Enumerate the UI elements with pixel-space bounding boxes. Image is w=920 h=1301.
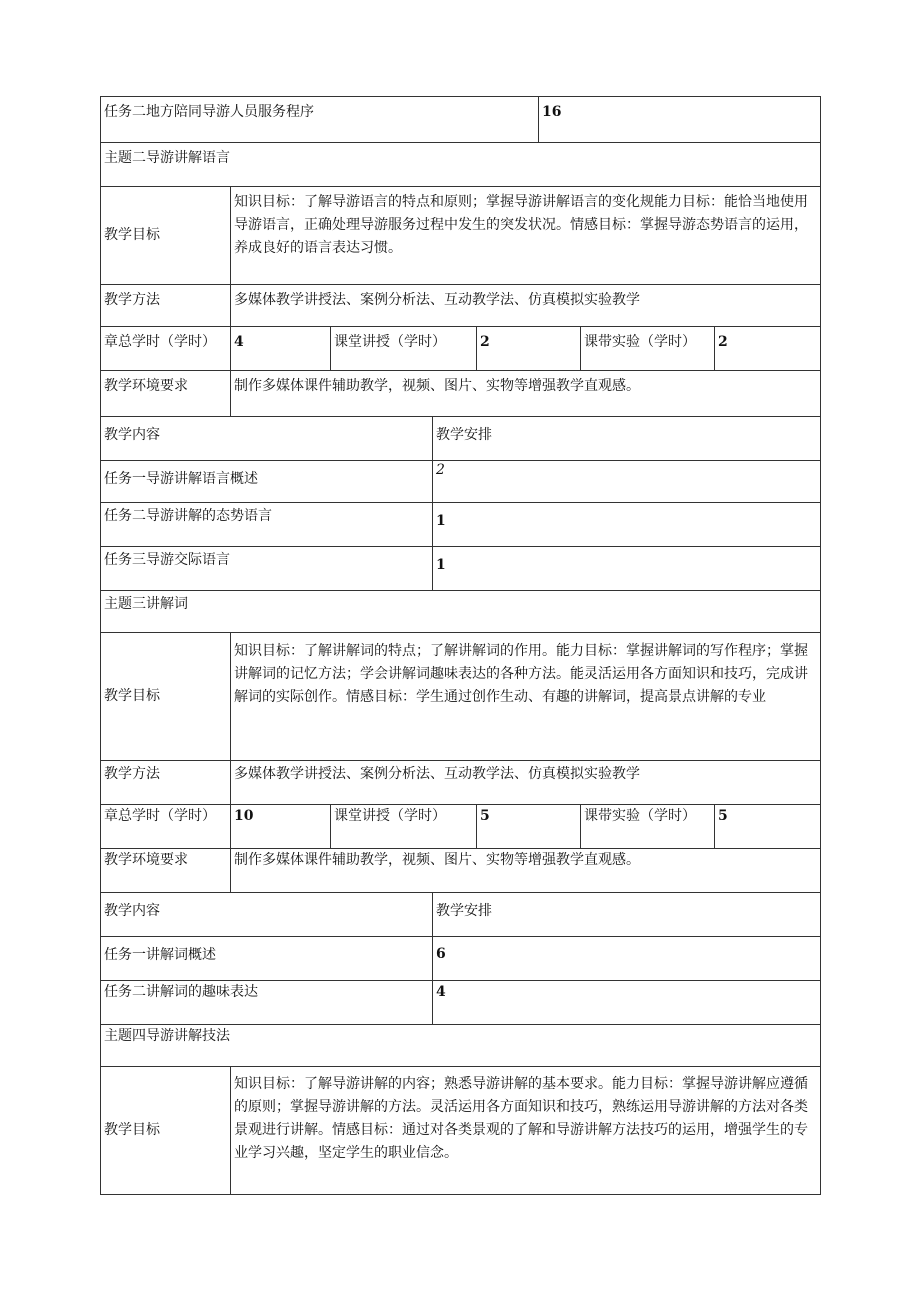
content-header-cell	[101, 417, 432, 460]
method-text: 多媒体教学讲授法、案例分析法、互动教学法、仿真模拟实验教学	[234, 766, 640, 782]
content-header-cell	[101, 893, 432, 936]
goal-label-cell	[101, 1067, 230, 1194]
content-header: 教学内容	[104, 427, 160, 443]
lab-value-cell	[715, 805, 820, 848]
lab-value-cell	[715, 327, 820, 370]
method-label: 教学方法	[104, 766, 160, 782]
border-bottom	[100, 1194, 821, 1195]
task-hours: 1	[436, 513, 446, 529]
hours-label-cell	[101, 805, 230, 848]
task-name: 任务二地方陪同导游人员服务程序	[104, 104, 314, 120]
task-hours-cell	[539, 97, 820, 142]
lecture-value-cell	[477, 327, 580, 370]
lab-label-cell	[581, 327, 714, 370]
lecture-label-cell	[331, 327, 476, 370]
env-label-cell	[101, 371, 230, 416]
lecture-value: 2	[480, 334, 490, 350]
env-label: 教学环境要求	[104, 378, 188, 394]
goal-label-cell	[101, 633, 230, 760]
lecture-value-cell	[477, 805, 580, 848]
topic-title: 主题三讲解词	[104, 596, 188, 612]
task-hours-cell	[433, 503, 820, 546]
task-row	[101, 503, 432, 546]
goal-text: 知识目标：了解讲解词的特点；了解讲解词的作用。能力目标：掌握讲解词的写作程序；掌握讲解词的记忆方法；学会讲解词趣味表达的各种方法。能灵活运用各方面知识和技巧，完成讲解词的实际创作。情感目标：学生通过创作生动、有趣的讲解词，提高景点讲解的专业	[234, 643, 808, 705]
task-hours-cell	[433, 937, 820, 980]
arrange-header: 教学安排	[436, 427, 492, 443]
topic-title: 主题二导游讲解语言	[104, 150, 230, 166]
task-hours-cell	[433, 547, 820, 590]
hours-value: 10	[234, 808, 254, 824]
hours-value-cell	[231, 805, 330, 848]
task-row	[101, 981, 432, 1024]
hours-label: 章总学时（学时）	[104, 808, 216, 824]
goal-label: 教学目标	[104, 688, 160, 704]
lab-value: 5	[718, 808, 728, 824]
lab-label-cell	[581, 805, 714, 848]
lecture-label-cell	[331, 805, 476, 848]
goal-text-cell	[231, 640, 820, 760]
goal-label-cell	[101, 187, 230, 284]
goal-text: 知识目标：了解导游讲解的内容；熟悉导游讲解的基本要求。能力目标：掌握导游讲解应遵循的原则；掌握导游讲解的方法。灵活运用各方面知识和技巧，熟练运用导游讲解的方法对各类景观进行讲解。情感目标：通过对各类景观的了解和导游讲解方法技巧的运用，增强学生的专业学习兴趣，坚定学生的职业信念。	[234, 1076, 808, 1161]
content-header: 教学内容	[104, 903, 160, 919]
env-text: 制作多媒体课件辅助教学，视频、图片、实物等增强教学直观感。	[234, 378, 640, 394]
lecture-label: 课堂讲授（学时）	[334, 808, 446, 824]
arrange-header: 教学安排	[436, 903, 492, 919]
task-name: 任务二导游讲解的态势语言	[104, 508, 272, 524]
goal-label: 教学目标	[104, 227, 160, 243]
task-row	[101, 547, 432, 590]
task-hours: 1	[436, 557, 446, 573]
topic-title: 主题四导游讲解技法	[104, 1028, 230, 1044]
env-text-cell	[231, 371, 820, 416]
task-hours: 16	[542, 104, 562, 120]
hours-label: 章总学时（学时）	[104, 334, 216, 350]
task-name: 任务一导游讲解语言概述	[104, 471, 258, 487]
method-text: 多媒体教学讲授法、案例分析法、互动教学法、仿真模拟实验教学	[234, 292, 640, 308]
method-label: 教学方法	[104, 292, 160, 308]
topic-title-row	[101, 143, 820, 186]
lab-label: 课带实验（学时）	[584, 334, 696, 350]
lab-value: 2	[718, 334, 728, 350]
goal-label: 教学目标	[104, 1122, 160, 1138]
border-right	[820, 96, 821, 1195]
arrange-header-cell	[433, 417, 820, 460]
task-hours: 6	[436, 946, 446, 962]
task-name: 任务三导游交际语言	[104, 552, 230, 568]
hours-value: 4	[234, 334, 244, 350]
task-hours: 4	[436, 984, 446, 1000]
method-label-cell	[101, 761, 230, 804]
hours-value-cell	[231, 327, 330, 370]
arrange-header-cell	[433, 893, 820, 936]
goal-text: 知识目标：了解导游语言的特点和原则；掌握导游讲解语言的变化规能力目标：能恰当地使用导游语言，正确处理导游服务过程中发生的突发状况。情感目标：掌握导游态势语言的运用，养成良好的语言表达习惯。	[234, 194, 808, 256]
method-text-cell	[231, 285, 820, 326]
task-name-cell	[101, 97, 538, 142]
task-hours-cell	[433, 981, 820, 1024]
lecture-label: 课堂讲授（学时）	[334, 334, 446, 350]
task-name: 任务二讲解词的趣味表达	[104, 984, 258, 1000]
lab-label: 课带实验（学时）	[584, 808, 696, 824]
hours-label-cell	[101, 327, 230, 370]
task-name: 任务一讲解词概述	[104, 947, 216, 963]
topic-title-row	[101, 1025, 820, 1066]
method-label-cell	[101, 285, 230, 326]
env-text-cell	[231, 849, 820, 892]
env-text: 制作多媒体课件辅助教学，视频、图片、实物等增强教学直观感。	[234, 852, 640, 868]
goal-text-cell	[231, 191, 820, 284]
task-hours: 2	[436, 462, 445, 478]
task-hours-cell	[433, 461, 820, 502]
method-text-cell	[231, 761, 820, 804]
task-row	[101, 937, 432, 980]
task-row	[101, 461, 432, 502]
env-label-cell	[101, 849, 230, 892]
env-label: 教学环境要求	[104, 852, 188, 868]
goal-text-cell	[231, 1073, 820, 1194]
lecture-value: 5	[480, 808, 490, 824]
topic-title-row	[101, 591, 820, 632]
